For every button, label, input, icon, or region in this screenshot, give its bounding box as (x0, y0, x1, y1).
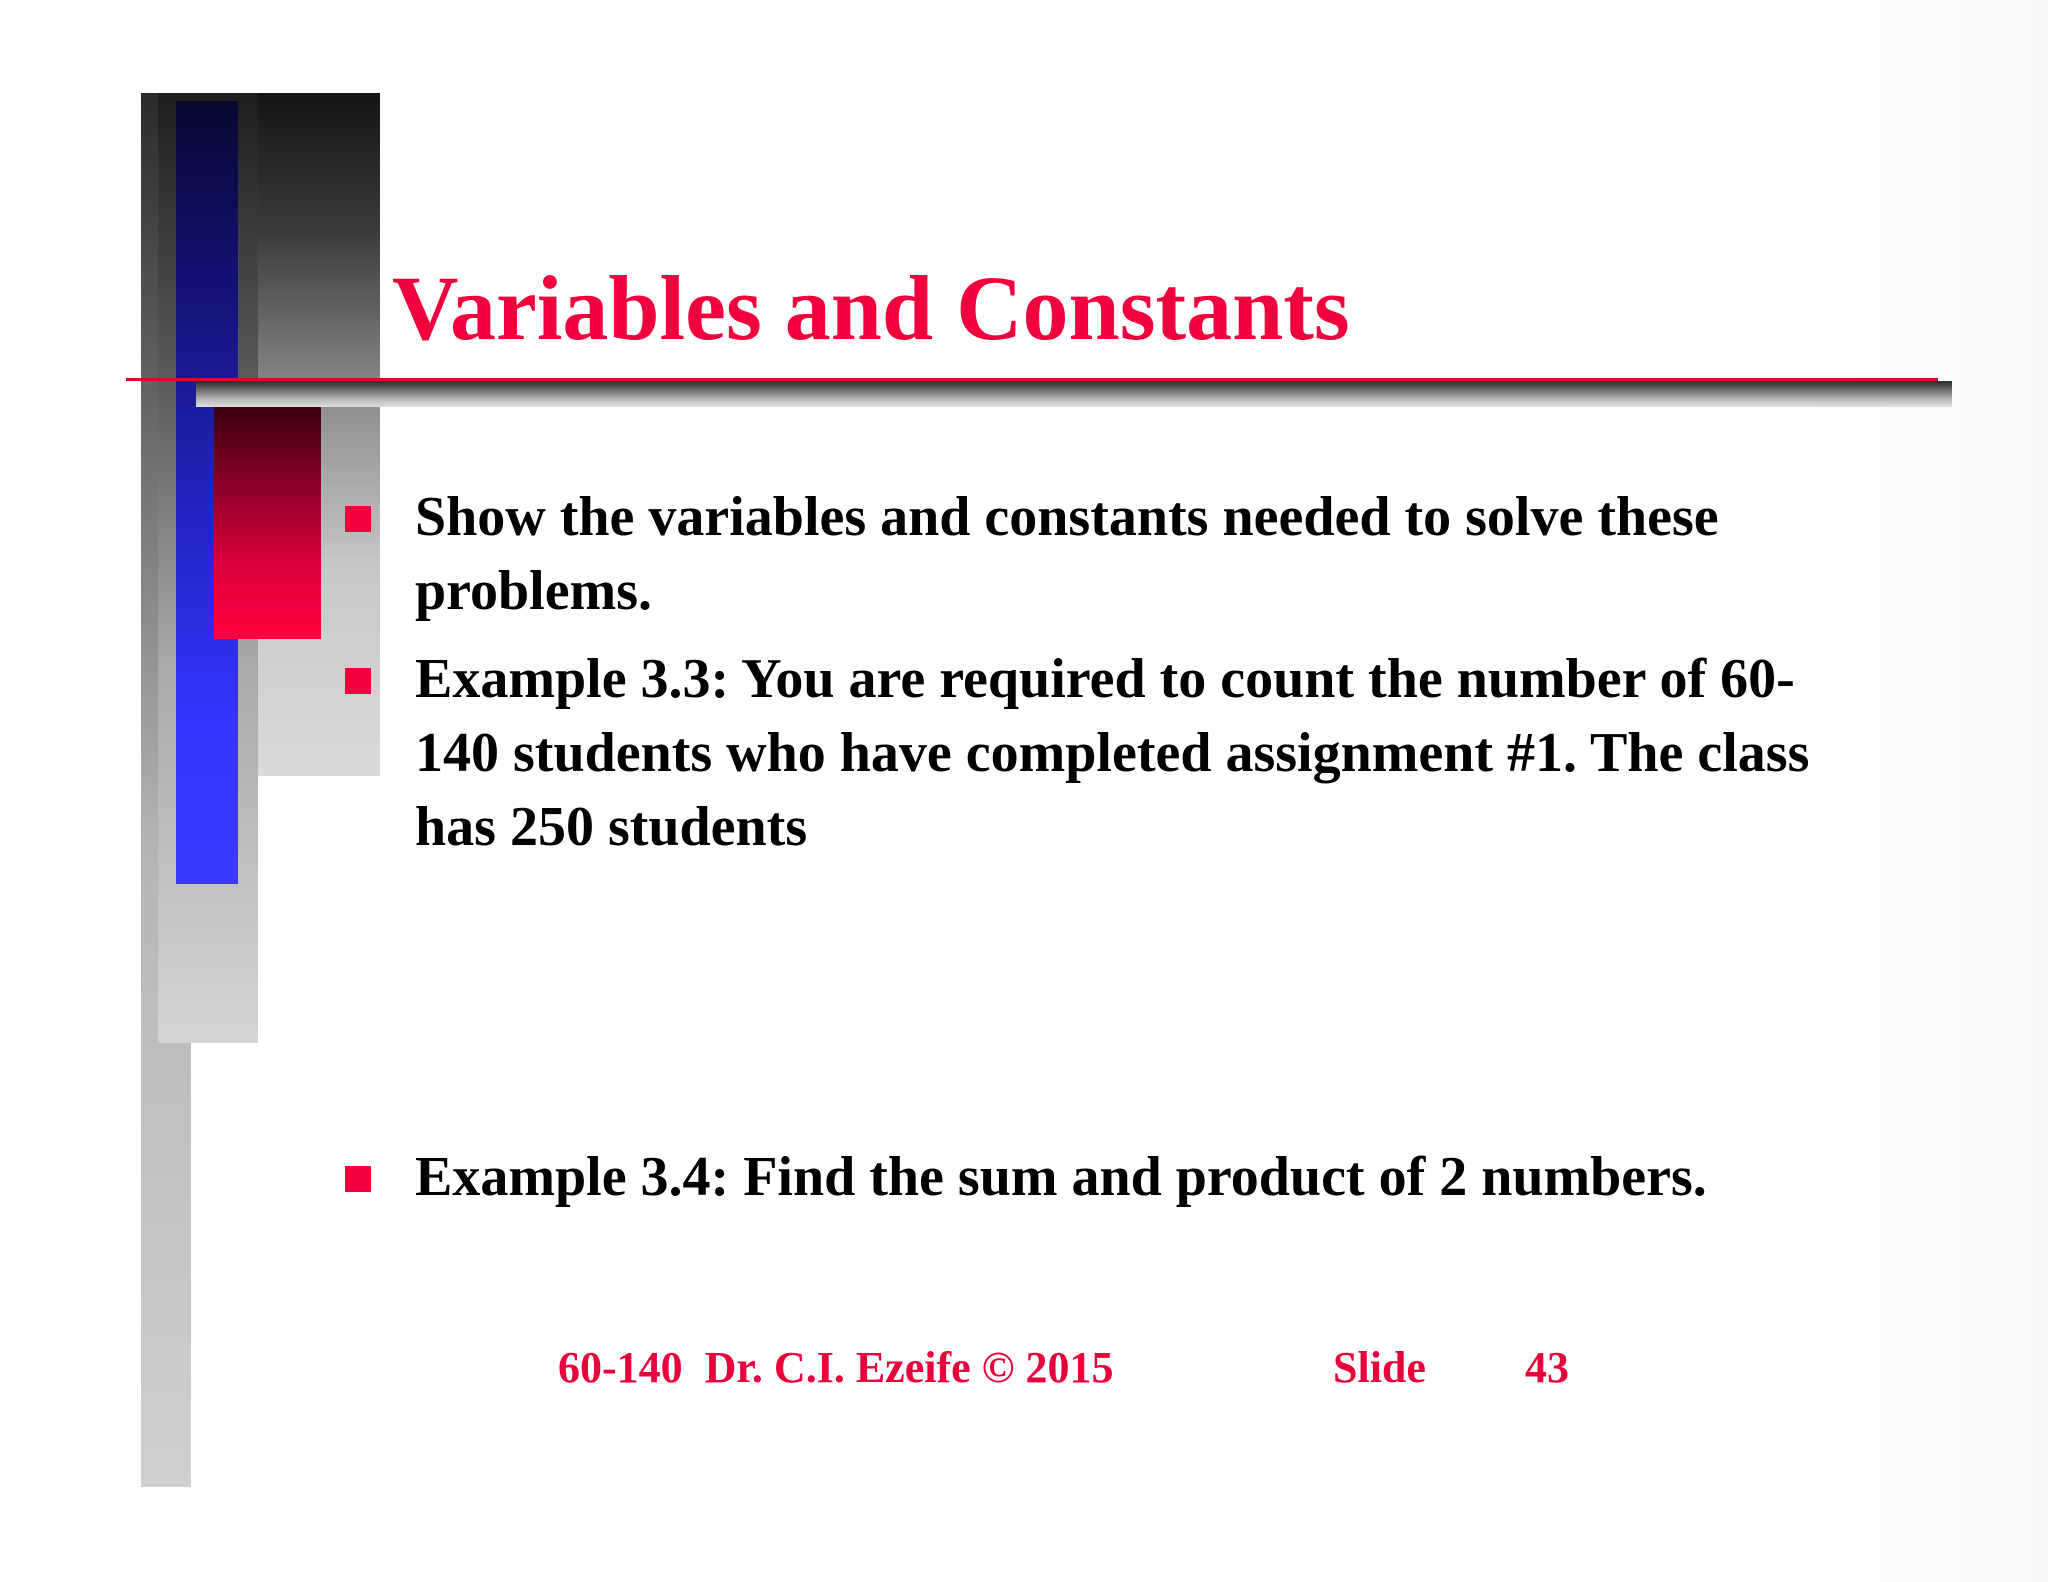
bullet-list (345, 480, 1875, 1214)
footer-slide-label: Slide (1333, 1343, 1426, 1392)
bullet-item (345, 480, 1875, 628)
bullet-text: Show the variables and constants needed to solve these problems. (415, 486, 1719, 622)
footer-slide-number: 43 (1525, 1343, 1569, 1392)
title-underline (126, 378, 1938, 381)
square-bullet-icon (345, 668, 371, 694)
bullet-item (345, 642, 1875, 864)
footer-credit: 60-140 Dr. C.I. Ezeife © 2015 (558, 1343, 1114, 1392)
bullet-text: Example 3.3: You are required to count the number of 60-140 students who have completed assignment #1. The class has 250 students (415, 648, 1810, 858)
decorative-red-box (214, 407, 321, 639)
slide-title: Variables and Constants (392, 257, 1350, 359)
bullet-item (345, 1140, 1875, 1214)
bullet-text: Example 3.4: Find the sum and product of 2 numbers. (415, 1146, 1707, 1208)
square-bullet-icon (345, 506, 371, 532)
title-underline-shadow (196, 381, 1952, 407)
square-bullet-icon (345, 1166, 371, 1192)
